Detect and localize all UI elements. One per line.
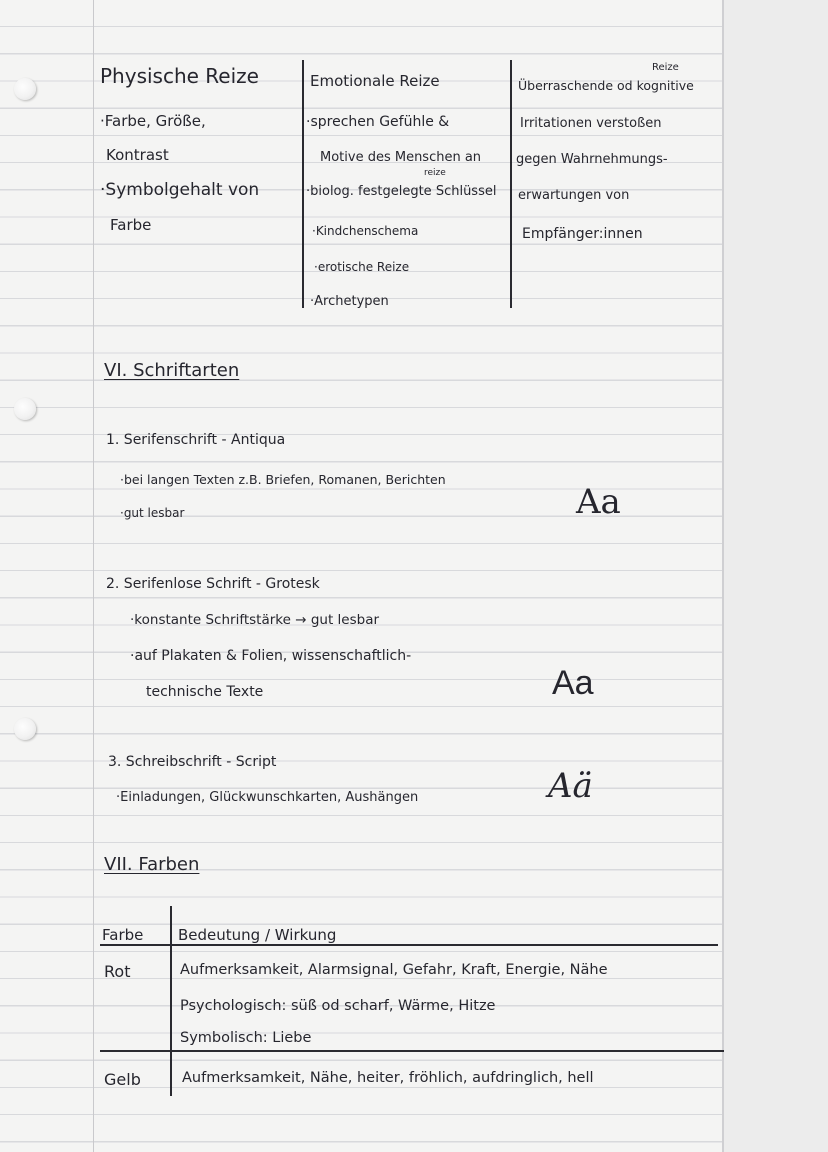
col3-line: Irritationen verstoßen bbox=[520, 116, 662, 131]
table-header-color: Farbe bbox=[102, 926, 144, 944]
col1-line: Kontrast bbox=[106, 146, 169, 164]
color-name: Gelb bbox=[104, 1070, 141, 1089]
col2-line: ·Archetypen bbox=[310, 294, 389, 309]
font-item-title: 2. Serifenlose Schrift - Grotesk bbox=[106, 576, 320, 592]
color-meaning-line: Aufmerksamkeit, Alarmsignal, Gefahr, Kraft, Energie, Nähe bbox=[180, 962, 608, 978]
script-sample: Aä bbox=[548, 766, 593, 806]
col2-line: Motive des Menschen an bbox=[320, 150, 482, 165]
color-meaning-line: Psychologisch: süß od scharf, Wärme, Hitze bbox=[180, 998, 496, 1014]
col1-line: ·Farbe, Größe, bbox=[100, 112, 206, 130]
col3-line: erwartungen von bbox=[518, 188, 630, 203]
font-item-line: ·konstante Schriftstärke → gut lesbar bbox=[130, 612, 380, 628]
table-divider bbox=[510, 60, 512, 308]
serif-sample: Aa bbox=[576, 482, 621, 522]
color-meaning-line: Symbolisch: Liebe bbox=[180, 1030, 312, 1046]
col3-line: gegen Wahrnehmungs- bbox=[516, 152, 668, 167]
table-divider bbox=[302, 60, 304, 308]
color-table-divider bbox=[170, 906, 172, 1096]
margin-line bbox=[93, 0, 94, 1152]
punch-hole bbox=[14, 398, 36, 420]
font-item-title: 1. Serifenschrift - Antiqua bbox=[106, 432, 286, 448]
color-table-rule bbox=[100, 944, 718, 946]
table-header-meaning: Bedeutung / Wirkung bbox=[178, 926, 337, 944]
col2-line: ·Kindchenschema bbox=[312, 224, 419, 238]
section6-heading: VI. Schriftarten bbox=[104, 360, 240, 381]
color-table-rule bbox=[100, 1050, 724, 1052]
font-item-line: ·Einladungen, Glückwunschkarten, Aushängen bbox=[116, 790, 419, 805]
page-background-strip bbox=[724, 0, 828, 1152]
sans-serif-sample: Aa bbox=[552, 664, 594, 702]
col1-line: ·Symbolgehalt von bbox=[100, 180, 260, 200]
color-name: Rot bbox=[104, 962, 131, 981]
font-item-line: technische Texte bbox=[146, 684, 264, 700]
font-item-line: ·bei langen Texten z.B. Briefen, Romanen, Berichten bbox=[120, 472, 446, 487]
font-item-line: ·auf Plakaten & Folien, wissenschaftlich- bbox=[130, 648, 412, 664]
col1-header: Physische Reize bbox=[100, 64, 259, 88]
color-meaning-line: Aufmerksamkeit, Nähe, heiter, fröhlich, aufdringlich, hell bbox=[182, 1070, 594, 1086]
punch-hole bbox=[14, 718, 36, 740]
col3-header: Überraschende od kognitive bbox=[518, 78, 694, 93]
col2-header: Emotionale Reize bbox=[310, 72, 440, 90]
col2-line: ·biolog. festgelegte Schlüssel bbox=[306, 184, 497, 199]
section7-heading: VII. Farben bbox=[104, 854, 200, 875]
col2-note: reize bbox=[424, 168, 446, 178]
col3-line: Empfänger:innen bbox=[522, 226, 643, 242]
col2-line: ·erotische Reize bbox=[314, 260, 410, 274]
col3-header-note: Reize bbox=[652, 62, 679, 73]
font-item-line: ·gut lesbar bbox=[120, 506, 185, 520]
col1-line: Farbe bbox=[110, 216, 152, 234]
font-item-title: 3. Schreibschrift - Script bbox=[108, 754, 277, 770]
punch-hole bbox=[14, 78, 36, 100]
col2-line: ·sprechen Gefühle & bbox=[306, 114, 450, 130]
